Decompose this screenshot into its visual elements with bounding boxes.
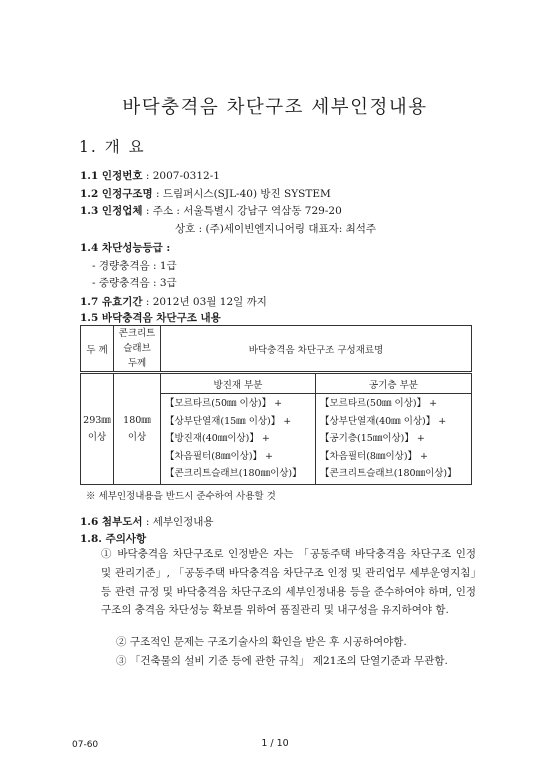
item-cautions: 1.8. 주의사항	[80, 533, 147, 545]
item-value: : 2012년 03월 12일 까지	[145, 296, 267, 308]
material-item: 【상부단열재(15㎜ 이상)】 +	[165, 415, 292, 427]
material-item: 【모르타르(50㎜ 이상)】 +	[165, 398, 283, 409]
material-item: 【방진재(40㎜이상)】 +	[165, 433, 270, 444]
vibration-materials-list	[161, 394, 316, 485]
caution-3: ③ 「건축물의 설비 기준 등에 관한 규칙」 제21조의 단열기준과 무관함.	[116, 655, 448, 667]
caution-1: ① 바닥충격음 차단구조로 인정받은 자는 「공동주택 바닥충격음 차단구조 인정 및 관리기준」, 「공동주택 바닥충격음 차단구조 인정 및 관리업무 세부운영지침」등 관련 규정 및 바닥충격음 차단구조의 세부인정내용 등을 준수하여야 하며, 인정 구조의 충격음 차단성능 확보를 위하여 품질관리 및 내구성을 유지하여야 함.	[101, 548, 476, 617]
caution-2: ② 구조적인 문제는 구조기술사의 확인을 받은 후 시공하여야함.	[116, 636, 407, 648]
subheader-vibration-part: 방진재 부분	[161, 373, 316, 394]
cell-slab: 180㎜ 이상	[114, 373, 161, 485]
cell-thickness: 293㎜ 이상	[81, 373, 114, 485]
footer-doc-code: 07-60	[72, 740, 99, 750]
item-company	[80, 203, 342, 218]
item-company-name: 상호 : (주)세이빈엔지니어링 대표자: 최석주	[175, 223, 377, 235]
subheader-air-part: 공기층 부분	[316, 373, 472, 394]
document-title: 바닥충격음 차단구조 세부인정내용	[122, 97, 428, 118]
item-value: : 세부인정내용	[145, 516, 214, 528]
material-item: 【차음필터(8㎜이상)】 +	[320, 450, 428, 462]
item-value: : 주소 : 서울특별시 강남구 역삼동 729-20	[145, 205, 342, 217]
item-validity	[80, 294, 267, 309]
item-label: 1.3 인정업체	[80, 205, 143, 217]
item-structure-name	[80, 186, 331, 201]
material-item: 【콘크리트슬래브(180㎜이상)】	[320, 468, 457, 479]
material-item: 【모르타르(50㎜ 이상)】 +	[320, 398, 438, 409]
materials-table	[80, 325, 472, 485]
header-thickness: 두 께	[81, 326, 114, 373]
footer-page-number: 1 / 10	[261, 738, 289, 749]
section-heading-overview: 1. 개 요	[79, 138, 146, 156]
item-value: : 2007-0312-1	[145, 170, 220, 182]
header-slab-thickness: 콘크리트 슬래브 두께	[114, 326, 161, 373]
item-attachments	[80, 514, 214, 529]
item-value: : 드림퍼시스(SJL-40) 방진 SYSTEM	[155, 188, 331, 200]
item-label: 1.2 인정구조명	[80, 188, 153, 200]
air-materials-list	[316, 394, 472, 485]
material-item: 【콘크리트슬래브(180㎜이상)】	[165, 468, 302, 479]
material-item: 【차음필터(8㎜이상)】 +	[165, 450, 273, 462]
material-item: 【상부단열재(40㎜ 이상)】 +	[320, 415, 447, 427]
item-label: 1.6 첨부도서	[80, 516, 143, 528]
grade-light-impact: - 경량충격음 : 1급	[92, 260, 177, 272]
material-item: 【공기층(15㎜이상)】 +	[320, 433, 425, 444]
item-approval-number	[80, 168, 220, 183]
item-label: 1.7 유효기간	[80, 296, 143, 308]
header-material-names: 바닥충격음 차단구조 구성재료명	[161, 326, 472, 373]
item-label: 1.1 인정번호	[80, 170, 143, 182]
item-performance-grade: 1.4 차단성능등급 :	[80, 242, 171, 254]
grade-heavy-impact: - 중량충격음 : 3급	[92, 277, 177, 289]
table-note: ※ 세부인정내용을 반드시 준수하여 사용할 것	[86, 491, 276, 502]
item-structure-content: 1.5 바닥충격음 차단구조 내용	[80, 312, 221, 324]
